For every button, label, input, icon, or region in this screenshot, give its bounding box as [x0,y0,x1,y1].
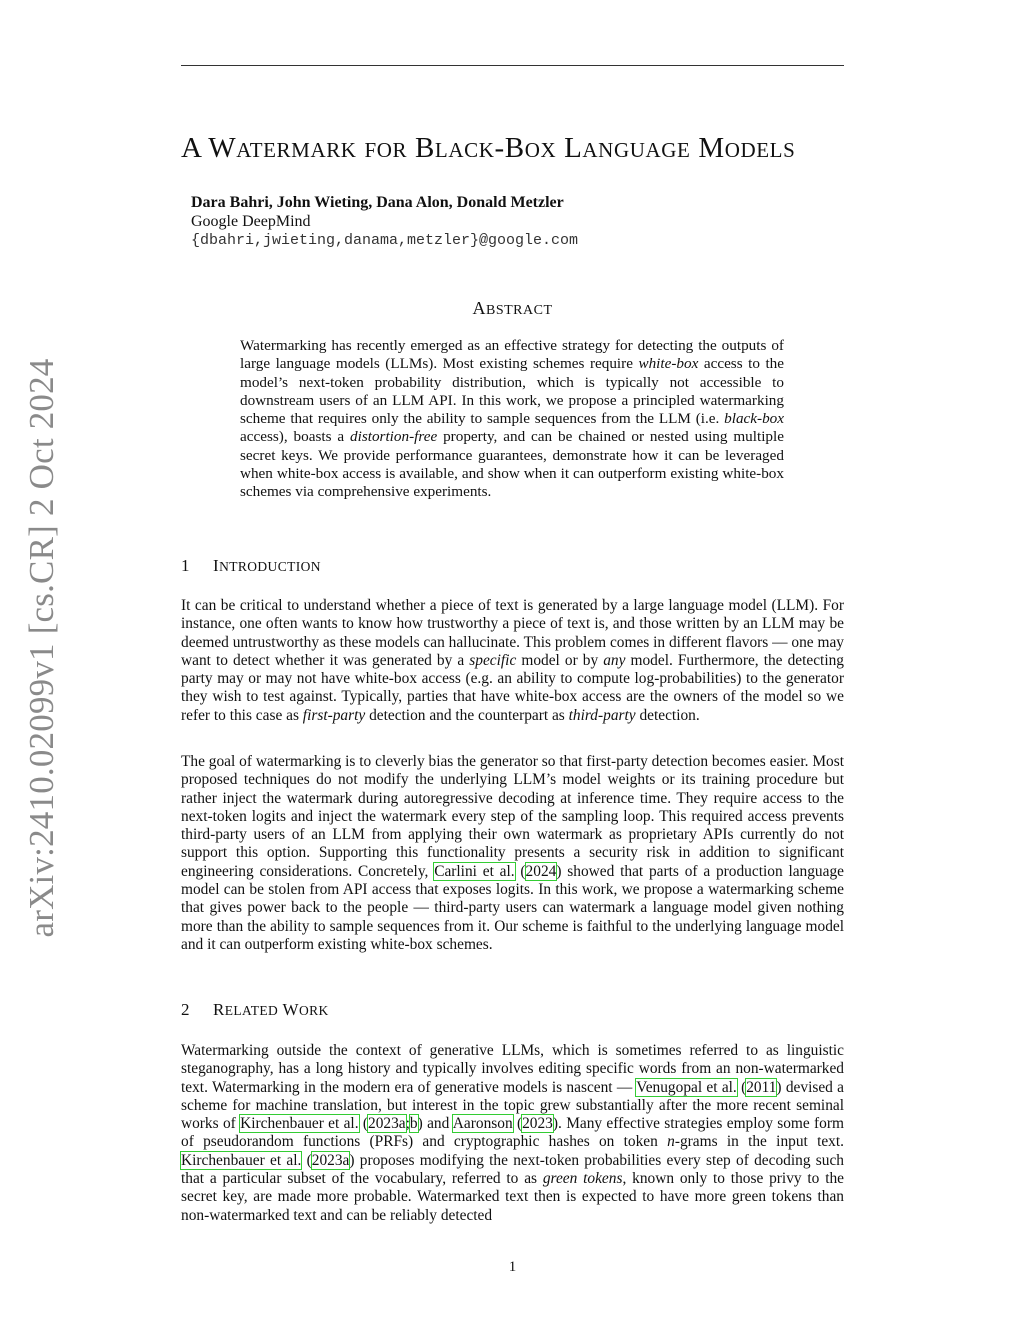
citation-year-link-carlini[interactable]: 2024 [525,862,557,880]
citation-link-venugopal[interactable]: Venugopal et al. [636,1078,737,1096]
citation-year-link-kirchenbauer-2023b[interactable]: b [409,1115,418,1133]
author-affiliation: Google DeepMind [191,213,311,230]
citation-year-link-kirchenbauer-2023a[interactable]: 2023a [368,1115,406,1133]
citation-link-kirchenbauer-2[interactable]: Kirchenbauer et al. [181,1151,302,1169]
title-word-2: WATERMARK [208,132,357,164]
author-names: Dara Bahri, John Wieting, Dana Alon, Donald Metzler [191,194,564,211]
intro-paragraph-2: The goal of watermarking is to cleverly bias the generator so that first-party detection becomes easier. Most proposed techniques do not modify the underlying LLM’s model weights or its training procedure but rather inject the watermark during autoregressive decoding at inference time. They require access to the next-token logits and inject the watermark every step of the sampling loop. This required access prevents third-party users of an LLM from applying their own watermark as proprietary APIs currently do not support this option. Supporting this functionality presents a security risk in addition to significant engineering considerations. Concretely, Carlini et al. (2024) showed that parts of a production language model can be stolen from API access that exposes logits. In this work, we propose a watermarking scheme that gives power back to the people — third-party users can watermark a language model given nothing more than the ability to sample sequences from it. Our scheme is faithful to the underlying language model and it can outperform existing white-box schemes. [181,753,844,953]
section-heading-introduction: 1 INTRODUCTION [181,556,321,575]
title-word-6: LANGUAGE [564,132,691,164]
citation-link-kirchenbauer[interactable]: Kirchenbauer et al. [240,1115,359,1133]
citation-year-link-aaronson[interactable]: 2023 [522,1115,553,1133]
related-work-paragraph: Watermarking outside the context of generative LLMs, which is sometimes referred to as linguistic steganography, has a long history and typically involves editing specific words from an non-watermarked text. Watermarking in the modern era of generative models is nascent — Venugopal et al. (2011) devised a scheme for machine translation, but interest in the topic grew substantially after the more recent seminal works of Kirchenbauer et al. (2023a;b) and Aaronson (2023). Many effective strategies employ some form of pseudorandom functions (PRFs) and cryptographic hashes on token n-grams in the input text. Kirchenbauer et al. (2023a) proposes modifying the next-token probabilities every step of decoding such that a particular subset of the vocabulary, referred to as green tokens, known only to those privy to the secret key, are made more probable. Watermarked text then is expected to have more green tokens than non-watermarked text and can be reliably detected [181,1042,845,1224]
arxiv-identifier-stamp: arXiv:2410.02099v1 [cs.CR] 2 Oct 2024 [22,358,61,938]
section-heading-related-work: 2 RELATED WORK [181,1000,329,1019]
math-variable-n: n [667,1133,675,1151]
title-word-4: BLACK-BOX [414,132,557,164]
paper-title [181,128,844,170]
page-number: 1 [508,1259,517,1275]
intro-paragraph-1: It can be critical to understand whether a piece of text is generated by a large language model (LLM). For instance, one often wants to know how trustworthy a piece of text is, and those written by an LLM may be deemed untrustworthy as these models can hallucinate. This problem comes in different flavors — one may want to detect whether it was generated by a specific model or by any model. Furthermore, the detecting party may or may not have white-box access (e.g. an ability to compute log-probabilities) to the generator they wish to test against. Typically, parties that have white-box access are the owners of the model so we refer to this case as first-party detection and the counterpart as third-party detection. [181,597,844,724]
title-word-7: MODELS [698,132,796,164]
abstract-text: Watermarking has recently emerged as an effective strategy for detecting the outputs of large language models (LLMs). Most existing schemes require white-box access to the model’s next-token probability distribution, which is typically not accessible to downstream users of an LLM API. In this work, we propose a principled watermarking scheme that requires only the ability to sample sequences from the LLM (i.e. black-box access), boasts a distortion-free property, and can be chained or nested using multiple secret keys. We provide performance guarantees, demonstrate how it can be leveraged when white-box access is available, and show when it can outperform existing white-box schemes via comprehensive experiments. [240,337,785,501]
author-block [191,193,831,250]
citation-year-link-venugopal[interactable]: 2011 [746,1078,777,1096]
title-word-3: FOR [364,138,408,162]
citation-year-link-kirchenbauer-2023a-2[interactable]: 2023a [311,1151,350,1169]
header-rule [181,65,844,66]
title-word-1: A [181,132,201,164]
citation-link-aaronson[interactable]: Aaronson [452,1115,513,1133]
citation-link-carlini[interactable]: Carlini et al. [434,862,515,880]
author-email: {dbahri,jwieting,danama,metzler}@google.com [191,232,579,249]
abstract-heading: ABSTRACT [472,298,553,318]
